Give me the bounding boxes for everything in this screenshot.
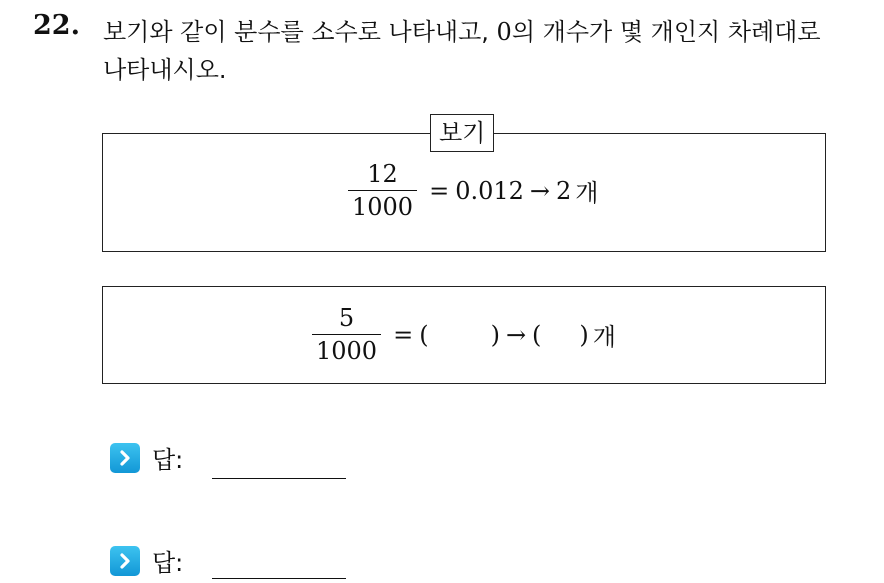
problem-equation: [312, 304, 616, 365]
example-tag: 보기: [430, 114, 494, 152]
problem-close-paren-2: ): [579, 320, 589, 349]
problem-numerator: 5: [338, 304, 355, 332]
question-line-2: 나타내시오.: [103, 56, 227, 84]
example-unit: 개: [575, 179, 599, 207]
problem-arrow: →: [505, 320, 527, 349]
question-number: 22.: [33, 10, 80, 41]
question-line-1: [103, 13, 873, 51]
example-arrow: →: [529, 176, 551, 205]
example-decimal: 0.012: [455, 176, 524, 205]
problem-close-paren-1: ): [490, 320, 500, 349]
question-line-1-prefix: 보기와 같이 분수를 소수로 나타내고,: [103, 18, 497, 46]
answer-label: 답:: [152, 446, 184, 474]
example-numerator: 12: [367, 160, 398, 188]
chevron-right-icon: [110, 546, 140, 576]
question-line-1-suffix: 의 개수가 몇 개인지 차례대로: [511, 18, 821, 46]
chevron-right-icon: [110, 443, 140, 473]
question-zero: 0: [496, 18, 512, 46]
problem-unit: 개: [592, 323, 616, 351]
example-equation: [348, 160, 598, 221]
answer-row-1: [110, 440, 183, 475]
example-equals: =: [429, 176, 450, 205]
question-text: [103, 13, 873, 89]
problem-fraction: [312, 304, 381, 365]
problem-equals: =: [393, 320, 414, 349]
answer-label: 답:: [152, 549, 184, 577]
answer-field-2[interactable]: [212, 578, 346, 579]
problem-open-paren-1: (: [419, 320, 429, 349]
problem-open-paren-2: (: [532, 320, 542, 349]
problem-denominator: 1000: [316, 337, 378, 365]
answer-field-1[interactable]: [212, 478, 346, 479]
example-denominator: 1000: [352, 193, 414, 221]
answer-row-2: [110, 543, 183, 578]
example-count: 2: [556, 176, 572, 205]
example-fraction: [348, 160, 417, 221]
